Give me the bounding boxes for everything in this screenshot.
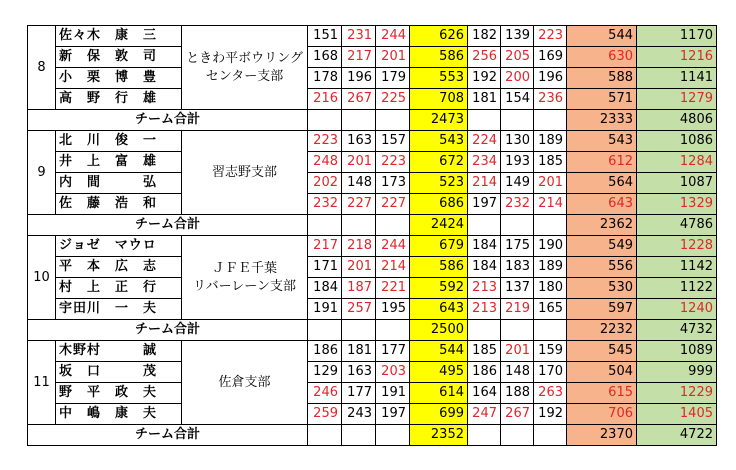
game-score: 159 — [534, 341, 567, 362]
game-score: 195 — [376, 299, 410, 320]
grand-total: 999 — [637, 362, 717, 383]
first-half-sum: 586 — [410, 47, 468, 68]
empty-cell — [342, 320, 376, 341]
game-score: 197 — [376, 404, 410, 425]
team-number: 9 — [28, 131, 56, 215]
game-score: 214 — [534, 194, 567, 215]
first-half-sum: 544 — [410, 341, 468, 362]
game-score: 214 — [468, 173, 501, 194]
team-number: 8 — [28, 26, 56, 110]
game-score: 201 — [501, 341, 534, 362]
team-total-label: チーム合計 — [28, 110, 308, 131]
game-score: 192 — [468, 68, 501, 89]
grand-total: 1329 — [637, 194, 717, 215]
club-name — [182, 341, 308, 425]
empty-cell — [342, 110, 376, 131]
game-score: 190 — [534, 236, 567, 257]
game-score: 218 — [342, 236, 376, 257]
first-half-sum: 643 — [410, 299, 468, 320]
game-score: 186 — [308, 341, 342, 362]
game-score: 189 — [534, 131, 567, 152]
player-row — [28, 278, 717, 299]
player-row — [28, 131, 717, 152]
player-row — [28, 383, 717, 404]
grand-total: 1228 — [637, 236, 717, 257]
team-grand-total: 4732 — [637, 320, 717, 341]
game-score: 227 — [376, 194, 410, 215]
player-name: 内 間 弘 — [56, 173, 182, 194]
grand-total: 1405 — [637, 404, 717, 425]
game-score: 197 — [468, 194, 501, 215]
player-name: 高 野 行 雄 — [56, 89, 182, 110]
game-score: 217 — [342, 47, 376, 68]
second-half-sum: 564 — [567, 173, 637, 194]
game-score: 177 — [342, 383, 376, 404]
game-score: 248 — [308, 152, 342, 173]
team-number: 10 — [28, 236, 56, 320]
first-half-sum: 495 — [410, 362, 468, 383]
game-score: 213 — [468, 299, 501, 320]
player-row — [28, 341, 717, 362]
game-score: 130 — [501, 131, 534, 152]
team-first-half-sum: 2473 — [410, 110, 468, 131]
club-name-line: 佐倉支部 — [218, 374, 271, 390]
empty-cell — [534, 425, 567, 446]
player-name: 宇田川 一 夫 — [56, 299, 182, 320]
second-half-sum: 615 — [567, 383, 637, 404]
empty-cell — [534, 215, 567, 236]
grand-total: 1086 — [637, 131, 717, 152]
game-score: 151 — [308, 26, 342, 47]
second-half-sum: 597 — [567, 299, 637, 320]
game-score: 188 — [501, 383, 534, 404]
player-name: 平 本 広 志 — [56, 257, 182, 278]
game-score: 205 — [501, 47, 534, 68]
player-row — [28, 236, 717, 257]
team-total-row — [28, 215, 717, 236]
empty-cell — [376, 425, 410, 446]
team-second-half-sum: 2370 — [567, 425, 637, 446]
game-score: 223 — [308, 131, 342, 152]
team-second-half-sum: 2232 — [567, 320, 637, 341]
team-total-label: チーム合計 — [28, 320, 308, 341]
game-score: 163 — [342, 131, 376, 152]
first-half-sum: 543 — [410, 131, 468, 152]
grand-total: 1279 — [637, 89, 717, 110]
club-name-line: ときわ平ボウリング — [186, 50, 303, 66]
game-score: 196 — [342, 68, 376, 89]
game-score: 246 — [308, 383, 342, 404]
game-score: 157 — [376, 131, 410, 152]
game-score: 168 — [308, 47, 342, 68]
player-name: 新 保 敦 司 — [56, 47, 182, 68]
player-row — [28, 194, 717, 215]
first-half-sum: 708 — [410, 89, 468, 110]
second-half-sum: 588 — [567, 68, 637, 89]
player-row — [28, 257, 717, 278]
game-score: 139 — [501, 26, 534, 47]
team-number: 11 — [28, 341, 56, 425]
first-half-sum: 626 — [410, 26, 468, 47]
score-table — [27, 25, 717, 446]
game-score: 232 — [501, 194, 534, 215]
empty-cell — [501, 320, 534, 341]
empty-cell — [342, 425, 376, 446]
game-score: 184 — [468, 236, 501, 257]
second-half-sum: 643 — [567, 194, 637, 215]
game-score: 244 — [376, 236, 410, 257]
first-half-sum: 699 — [410, 404, 468, 425]
game-score: 180 — [534, 278, 567, 299]
game-score: 182 — [468, 26, 501, 47]
first-half-sum: 672 — [410, 152, 468, 173]
empty-cell — [501, 425, 534, 446]
game-score: 191 — [376, 383, 410, 404]
game-score: 234 — [468, 152, 501, 173]
game-score: 201 — [342, 257, 376, 278]
first-half-sum: 679 — [410, 236, 468, 257]
game-score: 187 — [342, 278, 376, 299]
second-half-sum: 706 — [567, 404, 637, 425]
game-score: 216 — [308, 89, 342, 110]
game-score: 191 — [308, 299, 342, 320]
game-score: 201 — [342, 152, 376, 173]
player-row — [28, 47, 717, 68]
club-name-line: リバーレーン支部 — [192, 278, 297, 294]
grand-total: 1122 — [637, 278, 717, 299]
empty-cell — [376, 320, 410, 341]
game-score: 203 — [376, 362, 410, 383]
game-score: 192 — [534, 404, 567, 425]
empty-cell — [376, 110, 410, 131]
player-row — [28, 404, 717, 425]
game-score: 267 — [342, 89, 376, 110]
team-grand-total: 4786 — [637, 215, 717, 236]
team-first-half-sum: 2500 — [410, 320, 468, 341]
game-score: 183 — [501, 257, 534, 278]
game-score: 213 — [468, 278, 501, 299]
game-score: 224 — [468, 131, 501, 152]
first-half-sum: 686 — [410, 194, 468, 215]
grand-total: 1229 — [637, 383, 717, 404]
grand-total: 1240 — [637, 299, 717, 320]
team-total-row — [28, 110, 717, 131]
player-name: ジョゼ マウロ — [56, 236, 182, 257]
player-name: 井 上 富 雄 — [56, 152, 182, 173]
club-name-line: ＪＦＥ千葉 — [211, 260, 277, 276]
grand-total: 1089 — [637, 341, 717, 362]
game-score: 232 — [308, 194, 342, 215]
game-score: 202 — [308, 173, 342, 194]
grand-total: 1216 — [637, 47, 717, 68]
game-score: 221 — [376, 278, 410, 299]
empty-cell — [308, 425, 342, 446]
game-score: 148 — [342, 173, 376, 194]
player-name: 小 栗 博 豊 — [56, 68, 182, 89]
empty-cell — [468, 110, 501, 131]
game-score: 181 — [468, 89, 501, 110]
game-score: 163 — [342, 362, 376, 383]
empty-cell — [468, 425, 501, 446]
club-name — [182, 131, 308, 215]
game-score: 169 — [534, 47, 567, 68]
game-score: 189 — [534, 257, 567, 278]
team-second-half-sum: 2333 — [567, 110, 637, 131]
game-score: 223 — [376, 152, 410, 173]
team-total-row — [28, 320, 717, 341]
second-half-sum: 544 — [567, 26, 637, 47]
second-half-sum: 630 — [567, 47, 637, 68]
empty-cell — [534, 110, 567, 131]
empty-cell — [376, 215, 410, 236]
game-score: 154 — [501, 89, 534, 110]
game-score: 149 — [501, 173, 534, 194]
game-score: 201 — [376, 47, 410, 68]
player-row — [28, 152, 717, 173]
game-score: 181 — [342, 341, 376, 362]
game-score: 247 — [468, 404, 501, 425]
team-total-label: チーム合計 — [28, 425, 308, 446]
game-score: 175 — [501, 236, 534, 257]
second-half-sum: 530 — [567, 278, 637, 299]
game-score: 179 — [376, 68, 410, 89]
game-score: 171 — [308, 257, 342, 278]
player-row — [28, 173, 717, 194]
player-name: 北 川 俊 一 — [56, 131, 182, 152]
game-score: 185 — [534, 152, 567, 173]
first-half-sum: 592 — [410, 278, 468, 299]
second-half-sum: 556 — [567, 257, 637, 278]
empty-cell — [534, 320, 567, 341]
game-score: 170 — [534, 362, 567, 383]
game-score: 200 — [501, 68, 534, 89]
empty-cell — [342, 215, 376, 236]
second-half-sum: 612 — [567, 152, 637, 173]
second-half-sum: 545 — [567, 341, 637, 362]
team-grand-total: 4806 — [637, 110, 717, 131]
empty-cell — [308, 110, 342, 131]
game-score: 267 — [501, 404, 534, 425]
team-grand-total: 4722 — [637, 425, 717, 446]
game-score: 223 — [534, 26, 567, 47]
team-total-label: チーム合計 — [28, 215, 308, 236]
game-score: 225 — [376, 89, 410, 110]
game-score: 184 — [468, 257, 501, 278]
team-second-half-sum: 2362 — [567, 215, 637, 236]
game-score: 243 — [342, 404, 376, 425]
team-first-half-sum: 2352 — [410, 425, 468, 446]
game-score: 185 — [468, 341, 501, 362]
game-score: 129 — [308, 362, 342, 383]
player-name: 野 平 政 夫 — [56, 383, 182, 404]
game-score: 178 — [308, 68, 342, 89]
grand-total: 1284 — [637, 152, 717, 173]
game-score: 231 — [342, 26, 376, 47]
player-row — [28, 299, 717, 320]
empty-cell — [468, 320, 501, 341]
game-score: 164 — [468, 383, 501, 404]
empty-cell — [308, 215, 342, 236]
first-half-sum: 553 — [410, 68, 468, 89]
game-score: 263 — [534, 383, 567, 404]
second-half-sum: 549 — [567, 236, 637, 257]
game-score: 219 — [501, 299, 534, 320]
player-name: 木野村 誠 — [56, 341, 182, 362]
game-score: 186 — [468, 362, 501, 383]
game-score: 256 — [468, 47, 501, 68]
game-score: 217 — [308, 236, 342, 257]
club-name — [182, 236, 308, 320]
player-row — [28, 26, 717, 47]
player-row — [28, 68, 717, 89]
grand-total: 1170 — [637, 26, 717, 47]
grand-total: 1141 — [637, 68, 717, 89]
game-score: 184 — [308, 278, 342, 299]
game-score: 201 — [534, 173, 567, 194]
game-score: 236 — [534, 89, 567, 110]
game-score: 177 — [376, 341, 410, 362]
game-score: 214 — [376, 257, 410, 278]
empty-cell — [501, 110, 534, 131]
first-half-sum: 586 — [410, 257, 468, 278]
second-half-sum: 543 — [567, 131, 637, 152]
player-name: 佐々木 康 三 — [56, 26, 182, 47]
game-score: 193 — [501, 152, 534, 173]
player-name: 村 上 正 行 — [56, 278, 182, 299]
game-score: 165 — [534, 299, 567, 320]
game-score: 257 — [342, 299, 376, 320]
game-score: 196 — [534, 68, 567, 89]
empty-cell — [501, 215, 534, 236]
player-name: 佐 藤 浩 和 — [56, 194, 182, 215]
first-half-sum: 614 — [410, 383, 468, 404]
game-score: 137 — [501, 278, 534, 299]
club-name-line: 習志野支部 — [211, 164, 277, 180]
empty-cell — [468, 215, 501, 236]
empty-cell — [308, 320, 342, 341]
game-score: 259 — [308, 404, 342, 425]
club-name — [182, 26, 308, 110]
first-half-sum: 523 — [410, 173, 468, 194]
game-score: 173 — [376, 173, 410, 194]
player-name: 坂 口 茂 — [56, 362, 182, 383]
game-score: 227 — [342, 194, 376, 215]
second-half-sum: 504 — [567, 362, 637, 383]
player-row — [28, 362, 717, 383]
team-total-row — [28, 425, 717, 446]
grand-total: 1087 — [637, 173, 717, 194]
player-row — [28, 89, 717, 110]
game-score: 244 — [376, 26, 410, 47]
game-score: 148 — [501, 362, 534, 383]
second-half-sum: 571 — [567, 89, 637, 110]
club-name-line: センター支部 — [205, 68, 284, 84]
grand-total: 1142 — [637, 257, 717, 278]
player-name: 中 嶋 康 夫 — [56, 404, 182, 425]
team-first-half-sum: 2424 — [410, 215, 468, 236]
